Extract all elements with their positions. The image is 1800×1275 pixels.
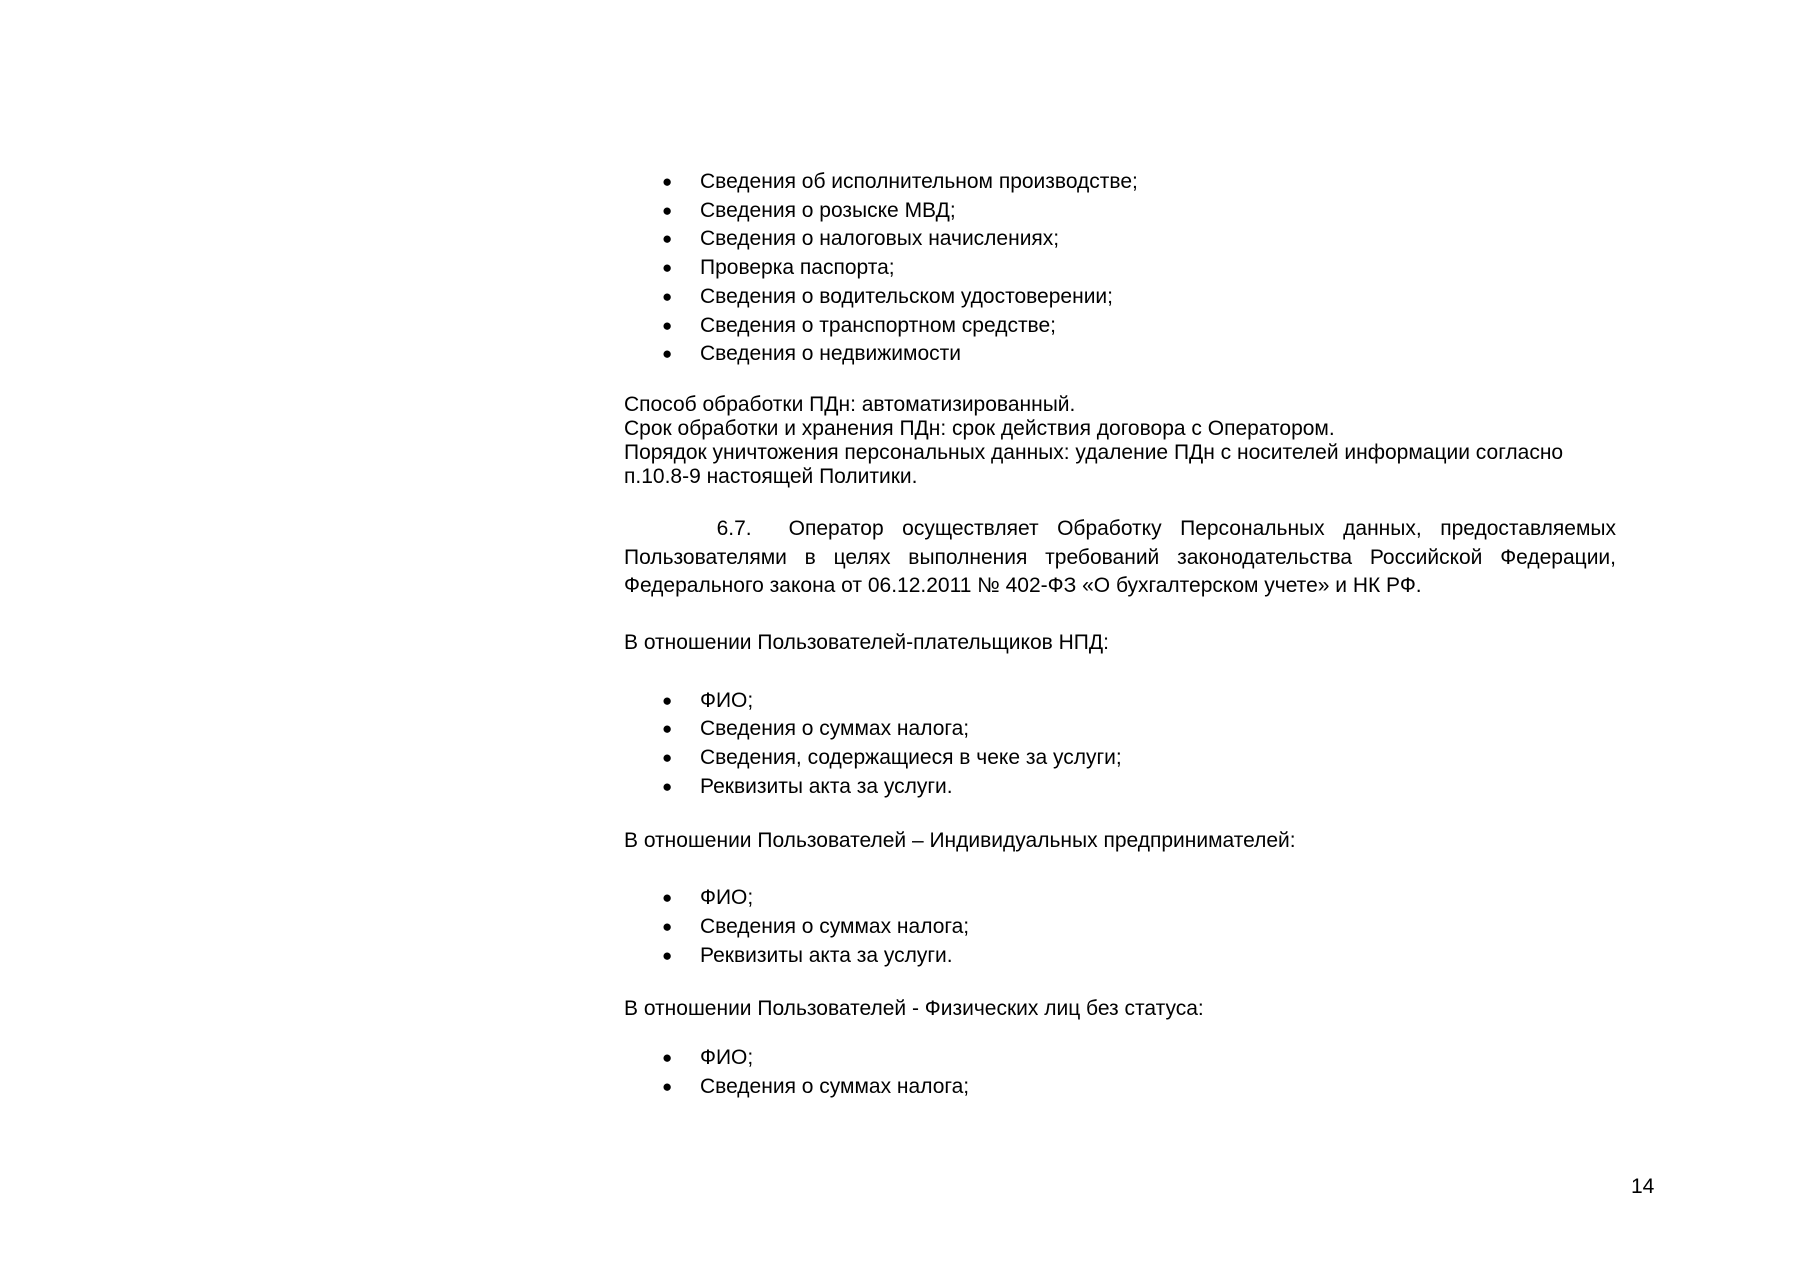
list-item-text: Сведения о налоговых начислениях; bbox=[700, 227, 1060, 251]
list-item-text: Сведения о суммах налога; bbox=[700, 1074, 970, 1098]
data-sources-list bbox=[624, 168, 1616, 369]
destruction-procedure-line-1: Порядок уничтожения персональных данных: удаление ПДн с носителей информации согласно bbox=[624, 440, 1564, 464]
bullet-icon: ● bbox=[662, 945, 673, 965]
list-item-text: Сведения об исполнительном производстве; bbox=[700, 170, 1138, 193]
bullet-icon: ● bbox=[662, 690, 673, 710]
npd-users-heading: В отношении Пользователей-плательщиков НПД: bbox=[624, 631, 1109, 655]
list-item-text: ФИО; bbox=[700, 688, 754, 712]
clause-text: Оператор осуществляет Обработку Персональных данных, предоставляемых Пользователями в целях выполнения требований законодательства Российской Федерации, Федерального закона от 06.12.2011 № 402-ФЗ «О бухгалтерском учете» и НК РФ. bbox=[624, 516, 1616, 598]
list-item-text: Сведения о суммах налога; bbox=[700, 717, 970, 741]
bullet-icon: ● bbox=[662, 286, 673, 306]
processing-method: Способ обработки ПДн: автоматизированный. bbox=[624, 392, 1076, 416]
list-item-text: Сведения о недвижимости bbox=[700, 342, 961, 366]
ip-users-heading: В отношении Пользователей – Индивидуальных предпринимателей: bbox=[624, 828, 1296, 852]
list-item-text: ФИО; bbox=[700, 886, 754, 910]
destruction-procedure-line-2: п.10.8-9 настоящей Политики. bbox=[624, 464, 918, 488]
page-number: 14 bbox=[1631, 1175, 1655, 1198]
list-item bbox=[624, 884, 1616, 913]
list-item bbox=[624, 225, 1616, 254]
bullet-icon: ● bbox=[662, 719, 673, 739]
bullet-icon: ● bbox=[662, 1048, 673, 1068]
processing-info bbox=[624, 393, 1616, 489]
bullet-icon: ● bbox=[662, 888, 673, 908]
ip-users-list bbox=[624, 884, 1616, 970]
individuals-list bbox=[624, 1044, 1616, 1101]
list-item bbox=[624, 1044, 1616, 1073]
list-item bbox=[624, 913, 1616, 942]
bullet-icon: ● bbox=[662, 200, 673, 220]
list-item bbox=[624, 942, 1616, 971]
bullet-icon: ● bbox=[662, 229, 673, 249]
list-item-text: Сведения, содержащиеся в чеке за услуги; bbox=[700, 746, 1122, 770]
npd-users-list bbox=[624, 687, 1616, 802]
individuals-heading: В отношении Пользователей - Физических лиц без статуса: bbox=[624, 997, 1204, 1021]
list-item bbox=[624, 1073, 1616, 1102]
bullet-icon: ● bbox=[662, 916, 673, 936]
list-item bbox=[624, 312, 1616, 341]
list-item bbox=[624, 283, 1616, 312]
list-item-text: Проверка паспорта; bbox=[700, 256, 895, 280]
list-item bbox=[624, 197, 1616, 226]
bullet-icon: ● bbox=[662, 315, 673, 335]
list-item-text: Сведения о розыске МВД; bbox=[700, 198, 956, 222]
bullet-icon: ● bbox=[662, 258, 673, 278]
list-item bbox=[624, 715, 1616, 744]
clause-6-7 bbox=[624, 515, 1616, 601]
list-item-text: Сведения о суммах налога; bbox=[700, 914, 970, 938]
list-item bbox=[624, 168, 1616, 197]
list-item bbox=[624, 773, 1616, 802]
list-item-text: Реквизиты акта за услуги. bbox=[700, 943, 953, 967]
list-item-text: ФИО; bbox=[700, 1046, 754, 1070]
list-item-text: Сведения о водительском удостоверении; bbox=[700, 284, 1113, 308]
list-item bbox=[624, 744, 1616, 773]
bullet-icon: ● bbox=[662, 748, 673, 768]
clause-number: 6.7. bbox=[716, 516, 752, 540]
list-item bbox=[624, 254, 1616, 283]
list-item-text: Реквизиты акта за услуги. bbox=[700, 774, 953, 798]
processing-term: Срок обработки и хранения ПДн: срок действия договора с Оператором. bbox=[624, 416, 1335, 440]
bullet-icon: ● bbox=[662, 776, 673, 796]
bullet-icon: ● bbox=[662, 172, 673, 191]
list-item bbox=[624, 340, 1616, 369]
bullet-icon: ● bbox=[662, 344, 673, 364]
bullet-icon: ● bbox=[662, 1076, 673, 1096]
list-item bbox=[624, 687, 1616, 716]
page-content bbox=[624, 168, 1616, 1101]
list-item-text: Сведения о транспортном средстве; bbox=[700, 313, 1056, 337]
